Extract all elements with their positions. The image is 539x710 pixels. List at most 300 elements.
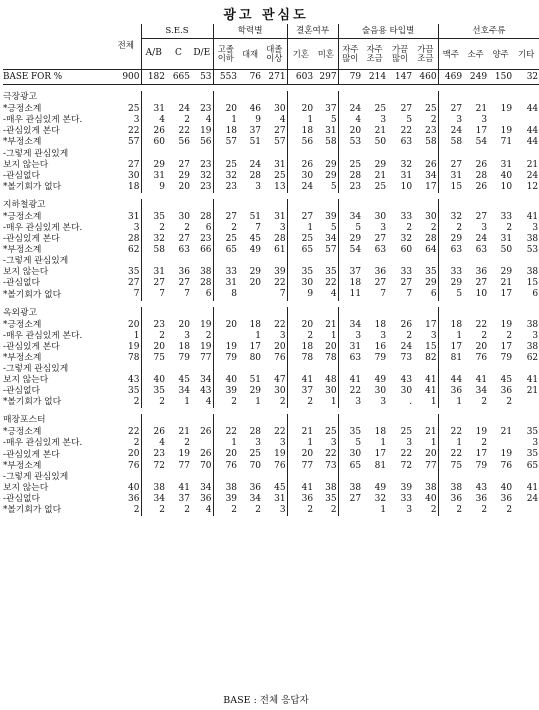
cell-value: 5 — [406, 115, 413, 126]
header-corner — [3, 24, 111, 70]
cell-value: 29 — [325, 170, 337, 181]
cell-value: 38 — [213, 483, 238, 494]
cell-value: 41 — [526, 482, 539, 493]
cell-value: 3 — [532, 222, 539, 233]
cell-value: 3 — [255, 181, 262, 192]
cell-value: 26 — [400, 319, 413, 330]
cell-value — [166, 472, 191, 483]
cell-value — [338, 505, 362, 516]
row-label: -그렇게 관심있게 — [3, 471, 69, 482]
cell-value: 3 — [338, 331, 362, 342]
row-label: *볼기회가 없다 — [3, 505, 62, 516]
table-row — [3, 449, 539, 460]
cell-value: 23 — [200, 181, 212, 192]
cell-value — [488, 256, 513, 267]
cell-value: 41 — [475, 375, 488, 386]
cell-value: 79 — [374, 352, 387, 363]
cell-value: 63 — [178, 245, 190, 256]
table-row — [3, 320, 539, 331]
empty-cell — [387, 414, 413, 427]
header-group-ses: S.E.S — [141, 24, 213, 39]
base-value: 249 — [463, 70, 488, 85]
header-sub: 미혼 — [314, 39, 338, 70]
cell-value: 76 — [213, 461, 238, 472]
cell-value: 27 — [438, 159, 463, 170]
cell-value: 2 — [481, 438, 488, 449]
cell-value — [191, 364, 213, 375]
cell-value: 20 — [274, 341, 286, 352]
cell-value: 22 — [128, 126, 140, 137]
cell-value: 33 — [500, 211, 513, 222]
cell-value: 29 — [425, 278, 437, 289]
cell-value: 38 — [325, 482, 337, 493]
cell-value: 61 — [274, 245, 286, 256]
cell-value: 64 — [425, 245, 437, 256]
cell-value: 80 — [249, 352, 262, 363]
cell-value: 22 — [213, 427, 238, 438]
empty-cell — [513, 199, 539, 212]
empty-cell — [287, 414, 314, 427]
cell-value: 77 — [287, 461, 314, 472]
table-row — [3, 289, 539, 300]
cell-value: 28 — [338, 171, 362, 182]
row-label: -관심없다 — [3, 278, 40, 289]
cell-value: 22 — [325, 449, 337, 460]
base-value: 147 — [387, 70, 413, 85]
cell-value: 31 — [438, 171, 463, 182]
table-row — [3, 245, 539, 256]
cell-value: 20 — [213, 320, 238, 331]
cell-value: 63 — [374, 245, 387, 256]
cell-value: 58 — [425, 137, 437, 148]
cell-value — [287, 148, 314, 159]
cell-value: 27 — [274, 126, 286, 137]
cell-value: 3 — [380, 397, 387, 408]
cell-value: 44 — [526, 104, 539, 115]
cell-value: 31 — [141, 267, 166, 278]
cell-value: 31 — [325, 126, 337, 137]
base-value: 900 — [111, 70, 141, 85]
table-row — [3, 115, 539, 126]
empty-cell — [166, 91, 191, 104]
cell-value: 33 — [400, 267, 413, 278]
cell-value: 38 — [526, 233, 539, 244]
cell-value: 37 — [325, 104, 337, 115]
cell-value: 27 — [475, 211, 488, 222]
cell-value: 79 — [213, 353, 238, 364]
empty-cell — [513, 307, 539, 320]
cell-value: 31 — [274, 493, 286, 504]
header-group-marital: 결혼여부 — [287, 24, 338, 39]
row-label: *긍정소계 — [3, 104, 42, 115]
cell-value: 18 — [338, 278, 362, 289]
row-label: -관심없다 — [3, 170, 40, 181]
cell-value: 40 — [500, 170, 513, 181]
cell-value — [287, 472, 314, 483]
cell-value: 3 — [133, 222, 140, 233]
empty-cell — [362, 307, 387, 320]
cell-value: 1 — [438, 438, 463, 449]
cell-value: 66 — [200, 245, 212, 256]
cell-value — [213, 256, 238, 267]
table-row — [3, 342, 539, 353]
cell-value: 32 — [438, 212, 463, 223]
cell-value: 20 — [338, 126, 362, 137]
empty-cell — [287, 199, 314, 212]
cell-value: 2 — [133, 504, 140, 515]
cell-value — [438, 364, 463, 375]
cell-value: 20 — [287, 320, 314, 331]
empty-cell — [488, 414, 513, 427]
cell-value: 20 — [475, 341, 488, 352]
cell-value: 19 — [500, 126, 513, 137]
cell-value: 28 — [274, 233, 286, 244]
row-label: -그렇게 관심있게 — [3, 256, 69, 267]
cell-value — [488, 115, 513, 126]
cell-value: 28 — [128, 233, 140, 244]
cell-value — [213, 472, 238, 483]
cell-value: 18 — [213, 126, 238, 137]
cell-value: 30 — [374, 386, 387, 397]
empty-cell — [238, 307, 262, 320]
base-value: 469 — [438, 70, 463, 85]
empty-cell — [338, 199, 362, 212]
cell-value: 34 — [141, 494, 166, 505]
cell-value: 36 — [475, 267, 488, 278]
cell-value: 12 — [526, 181, 539, 192]
cell-value: 20 — [425, 449, 437, 460]
cell-value: 56 — [287, 137, 314, 148]
cell-value: . — [409, 397, 413, 408]
cell-value: 30 — [287, 171, 314, 182]
section-title: 지하철광고 — [3, 199, 46, 210]
empty-cell — [213, 307, 238, 320]
cell-value: 7 — [279, 289, 286, 300]
empty-cell — [287, 307, 314, 320]
cell-value: 4 — [141, 438, 166, 449]
cell-value: 22 — [338, 386, 362, 397]
cell-value — [314, 364, 338, 375]
cell-value — [166, 364, 191, 375]
empty-cell — [387, 199, 413, 212]
cell-value: 49 — [249, 245, 262, 256]
cell-value: 27 — [178, 233, 190, 244]
cell-value: 1 — [213, 438, 238, 449]
cell-value: 49 — [374, 375, 387, 386]
cell-value — [141, 472, 166, 483]
cell-value — [463, 364, 488, 375]
cell-value: 2 — [184, 438, 190, 449]
cell-value: 38 — [526, 319, 539, 330]
row-label: 보지 않는다 — [3, 159, 49, 170]
empty-cell — [262, 199, 287, 212]
cell-value: 62 — [128, 245, 140, 256]
cell-value: 10 — [400, 181, 413, 192]
empty-cell — [111, 91, 141, 104]
cell-value: 27 — [374, 278, 387, 289]
cell-value: 20 — [213, 449, 238, 460]
cell-value: 25 — [400, 427, 413, 438]
cell-value: 27 — [128, 159, 140, 170]
cell-value: 3 — [438, 115, 463, 126]
cell-value: 4 — [338, 115, 362, 126]
cell-value — [338, 256, 362, 267]
cell-value: 25 — [338, 159, 362, 170]
cell-value: 58 — [438, 137, 463, 148]
empty-cell — [513, 414, 539, 427]
cell-value: 24 — [526, 493, 539, 504]
cell-value: 27 — [178, 278, 190, 289]
empty-cell — [463, 199, 488, 212]
empty-cell — [314, 91, 338, 104]
cell-value: 6 — [430, 289, 437, 300]
cell-value: 36 — [200, 493, 212, 504]
base-label: BASE FOR % — [3, 70, 111, 85]
cell-value: 36 — [287, 494, 314, 505]
cell-value: 19 — [200, 341, 212, 352]
empty-cell — [287, 91, 314, 104]
cell-value: 77 — [178, 460, 190, 471]
cell-value: 2 — [184, 115, 190, 126]
cell-value: 28 — [475, 170, 488, 181]
cell-value: 57 — [274, 137, 286, 148]
header-sub: C — [166, 39, 191, 70]
cell-value: 22 — [325, 278, 337, 289]
empty-cell — [314, 307, 338, 320]
cell-value — [141, 364, 166, 375]
cell-value: 6 — [205, 289, 212, 300]
cell-value: 32 — [200, 170, 212, 181]
cell-value: 38 — [425, 482, 437, 493]
cell-value: 22 — [178, 126, 190, 137]
cell-value: 31 — [500, 159, 513, 170]
cell-value: 27 — [141, 278, 166, 289]
section-title-row — [3, 199, 539, 212]
cell-value: 32 — [213, 171, 238, 182]
cell-value: 1 — [287, 438, 314, 449]
cell-value: 31 — [500, 233, 513, 244]
cell-value: 26 — [287, 159, 314, 170]
cell-value — [287, 256, 314, 267]
cell-value: 62 — [526, 352, 539, 363]
empty-cell — [191, 199, 213, 212]
cell-value: 3 — [406, 504, 413, 515]
cell-value: 3 — [255, 438, 262, 449]
cell-value: 73 — [400, 352, 413, 363]
row-label: *부정소계 — [3, 352, 42, 363]
cell-value — [362, 364, 387, 375]
cell-value: 24 — [438, 126, 463, 137]
cell-value: 17 — [475, 449, 488, 460]
cell-value: 21 — [500, 278, 513, 289]
cell-value: 21 — [178, 427, 190, 438]
cell-value — [463, 256, 488, 267]
cell-value: 38 — [438, 483, 463, 494]
cell-value: 23 — [338, 182, 362, 193]
cell-value: 3 — [406, 438, 413, 449]
cell-value: 30 — [400, 386, 413, 397]
cell-value: 29 — [249, 386, 262, 397]
cell-value: 27 — [400, 104, 413, 115]
cell-value: 38 — [200, 267, 212, 278]
cell-value — [513, 505, 539, 516]
cell-value: 28 — [249, 170, 262, 181]
cell-value: 1 — [430, 438, 437, 449]
cell-value: 2 — [287, 331, 314, 342]
cell-value: 30 — [128, 170, 140, 181]
base-value: 553 — [213, 70, 238, 85]
cell-value: 26 — [425, 159, 437, 170]
row-label: -매우 관심있게 본다. — [3, 438, 83, 449]
cell-value — [338, 472, 362, 483]
cell-value: 30 — [178, 211, 190, 222]
cell-value: 26 — [141, 427, 166, 438]
cell-value: 3 — [279, 222, 286, 233]
cell-value: 18 — [128, 181, 140, 192]
cell-value: 3 — [279, 438, 286, 449]
cell-value: 35 — [128, 386, 140, 397]
cell-value — [362, 472, 387, 483]
cell-value: 25 — [274, 170, 286, 181]
cell-value — [111, 472, 141, 483]
cell-value: 40 — [500, 482, 513, 493]
cell-value: 27 — [178, 159, 190, 170]
table-row — [3, 159, 539, 170]
cell-value: 27 — [438, 104, 463, 115]
empty-cell — [314, 414, 338, 427]
cell-value: 35 — [287, 267, 314, 278]
cell-value: 35 — [128, 267, 140, 278]
cell-value: 22 — [274, 319, 286, 330]
cell-value: 78 — [325, 352, 337, 363]
cell-value: 50 — [500, 245, 513, 256]
cell-value: 5 — [330, 115, 337, 126]
cell-value — [141, 148, 166, 159]
empty-cell — [238, 414, 262, 427]
cell-value: 7 — [141, 289, 166, 300]
cell-value: 3 — [380, 222, 387, 233]
base-value: 460 — [413, 70, 438, 85]
cell-value: 47 — [274, 375, 286, 386]
cell-value: 22 — [438, 449, 463, 460]
cell-value: 60 — [400, 245, 413, 256]
cell-value: 41 — [178, 482, 190, 493]
cell-value — [262, 148, 287, 159]
header-sub: 대졸 이상 — [262, 39, 287, 70]
table-row — [3, 505, 539, 516]
cell-value: 30 — [287, 278, 314, 289]
cell-value: 44 — [526, 126, 539, 137]
cell-value: 25 — [325, 427, 337, 438]
base-value: 182 — [141, 70, 166, 85]
cell-value: 24 — [475, 233, 488, 244]
empty-cell — [438, 91, 463, 104]
cell-value: 3 — [481, 222, 488, 233]
cell-value: 24 — [400, 341, 413, 352]
section-title-row — [3, 307, 539, 320]
cell-value: 19 — [128, 341, 140, 352]
cell-value: 29 — [178, 170, 190, 181]
cell-value: 17 — [425, 181, 437, 192]
cell-value: 25 — [374, 104, 387, 115]
header-sub: 자주 많이 — [338, 39, 362, 70]
cell-value: 2 — [506, 222, 513, 233]
cell-value: 16 — [374, 341, 387, 352]
empty-cell — [166, 414, 191, 427]
cell-value: 38 — [526, 341, 539, 352]
empty-cell — [463, 414, 488, 427]
cell-value: 5 — [338, 438, 362, 449]
empty-cell — [166, 307, 191, 320]
row-label: -관심없다 — [3, 386, 40, 397]
table-row — [3, 483, 539, 494]
cell-value: 73 — [325, 460, 337, 471]
empty-cell — [213, 199, 238, 212]
cell-value: 5 — [338, 223, 362, 234]
cell-value: 34 — [338, 320, 362, 331]
cell-value — [488, 364, 513, 375]
cell-value — [387, 256, 413, 267]
cell-value: 18 — [287, 126, 314, 137]
cell-value: 38 — [526, 267, 539, 278]
row-label: -관심있게 본다 — [3, 449, 60, 460]
cell-value — [387, 472, 413, 483]
cell-value: 3 — [380, 330, 387, 341]
cell-value: 30 — [325, 386, 337, 397]
row-label: -관심있게 본다 — [3, 341, 60, 352]
cell-value — [191, 256, 213, 267]
cell-value: 2 — [438, 505, 463, 516]
cell-value: 49 — [374, 482, 387, 493]
cell-value: 21 — [374, 170, 387, 181]
cell-value — [213, 148, 238, 159]
cell-value: 41 — [338, 375, 362, 386]
cell-value: 2 — [330, 504, 337, 515]
cell-value: 78 — [287, 353, 314, 364]
empty-cell — [438, 199, 463, 212]
cell-value: 70 — [200, 460, 212, 471]
cell-value: 32 — [374, 493, 387, 504]
empty-cell — [413, 91, 438, 104]
cell-value: 63 — [338, 353, 362, 364]
cell-value: 2 — [481, 504, 488, 515]
cell-value: 79 — [500, 352, 513, 363]
cell-value: 17 — [249, 341, 262, 352]
cell-value: 40 — [128, 482, 140, 493]
cell-value — [413, 256, 438, 267]
header-sub: 가끔 조금 — [413, 39, 438, 70]
cell-value: 65 — [338, 461, 362, 472]
cell-value: 26 — [200, 427, 212, 438]
cell-value: 27 — [338, 494, 362, 505]
row-label: -관심있게 본다 — [3, 126, 60, 137]
cell-value: 25 — [249, 449, 262, 460]
cell-value: 72 — [141, 461, 166, 472]
cell-value: 19 — [500, 104, 513, 115]
cell-value: 4 — [141, 115, 166, 126]
empty-cell — [438, 307, 463, 320]
header-group-preferred-liquor: 선호주류 — [438, 24, 539, 39]
cell-value: 2 — [255, 504, 262, 515]
cell-value: 21 — [325, 319, 337, 330]
table-row — [3, 148, 539, 159]
cell-value: 37 — [249, 126, 262, 137]
cell-value: 31 — [338, 342, 362, 353]
empty-cell — [463, 91, 488, 104]
cell-value: 20 — [249, 278, 262, 289]
cell-value — [438, 256, 463, 267]
page-title: 광고 관심도 — [223, 8, 309, 23]
